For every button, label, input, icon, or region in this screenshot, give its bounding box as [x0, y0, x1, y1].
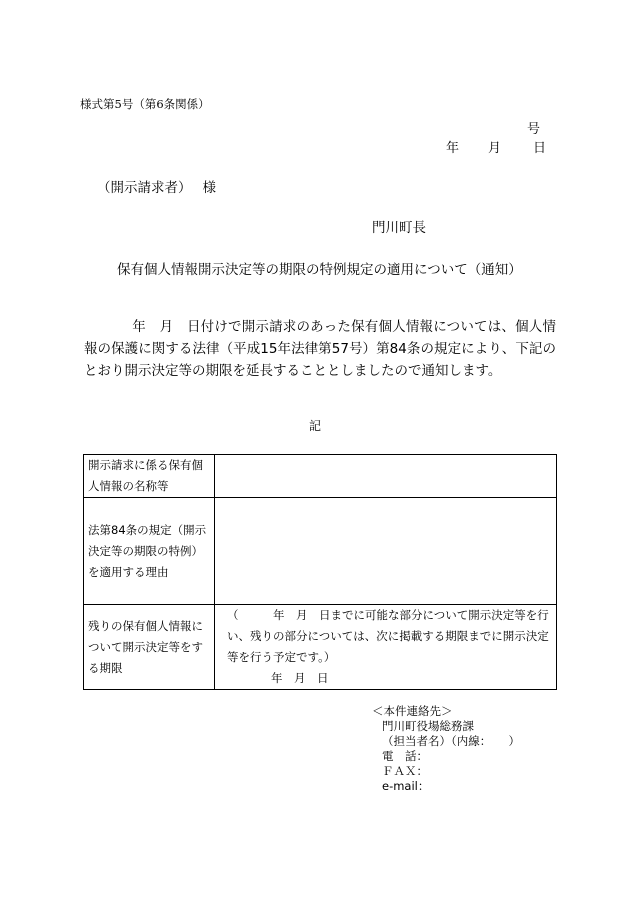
recipient: （開示請求者） 様 [97, 180, 217, 196]
row-value-reason [215, 498, 557, 605]
row-label-reason: 法第84条の規定（開示決定等の期限の特例）を適用する理由 [84, 498, 215, 605]
row-label-info-name: 開示請求に係る保有個人情報の名称等 [84, 455, 215, 498]
table-row [84, 605, 557, 690]
contact-block [372, 704, 520, 794]
table-row [84, 498, 557, 605]
notice-body-text: 年 月 日付けで開示請求のあった保有個人情報については、個人情報の保護に関する法律（平成15年法律第57号）第84条の規定により、下記のとおり開示決定等の期限を延長することとしましたので通知します。 [84, 319, 556, 379]
date-month: 月 [488, 141, 502, 156]
sender: 門川町長 [372, 220, 426, 236]
issue-date [446, 137, 546, 156]
row-value-info-name [215, 455, 557, 498]
date-year: 年 [446, 141, 460, 156]
contact-dept: 門川町役場総務課 [382, 719, 474, 733]
form-number: 様式第5号（第6条関係） [80, 97, 210, 111]
deadline-date: 年 月 日 [271, 671, 329, 685]
row-label-deadline: 残りの保有個人情報について開示決定等をする期限 [84, 605, 215, 690]
table-row [84, 455, 557, 498]
contact-fax: ＦＡＸ： [382, 764, 428, 778]
ki-heading: 記 [309, 419, 322, 433]
contact-tel: 電 話： [382, 749, 428, 763]
document-number-label: 号 [527, 122, 541, 137]
row-value-deadline [215, 605, 557, 690]
deadline-note: （ 年 月 日までに可能な部分について開示決定等を行い、残りの部分については、次に掲載する期限までに開示決定等を行う予定です。） [227, 608, 549, 664]
contact-heading: ＜本件連絡先＞ [372, 704, 453, 718]
notice-body [84, 316, 556, 382]
contact-email: e-mail： [382, 779, 430, 793]
document-title: 保有個人情報開示決定等の期限の特例規定の適用について（通知） [117, 262, 522, 278]
contact-person: （担当者名）（内線： ） [382, 734, 520, 748]
details-table [83, 454, 557, 690]
date-day: 日 [533, 141, 547, 156]
